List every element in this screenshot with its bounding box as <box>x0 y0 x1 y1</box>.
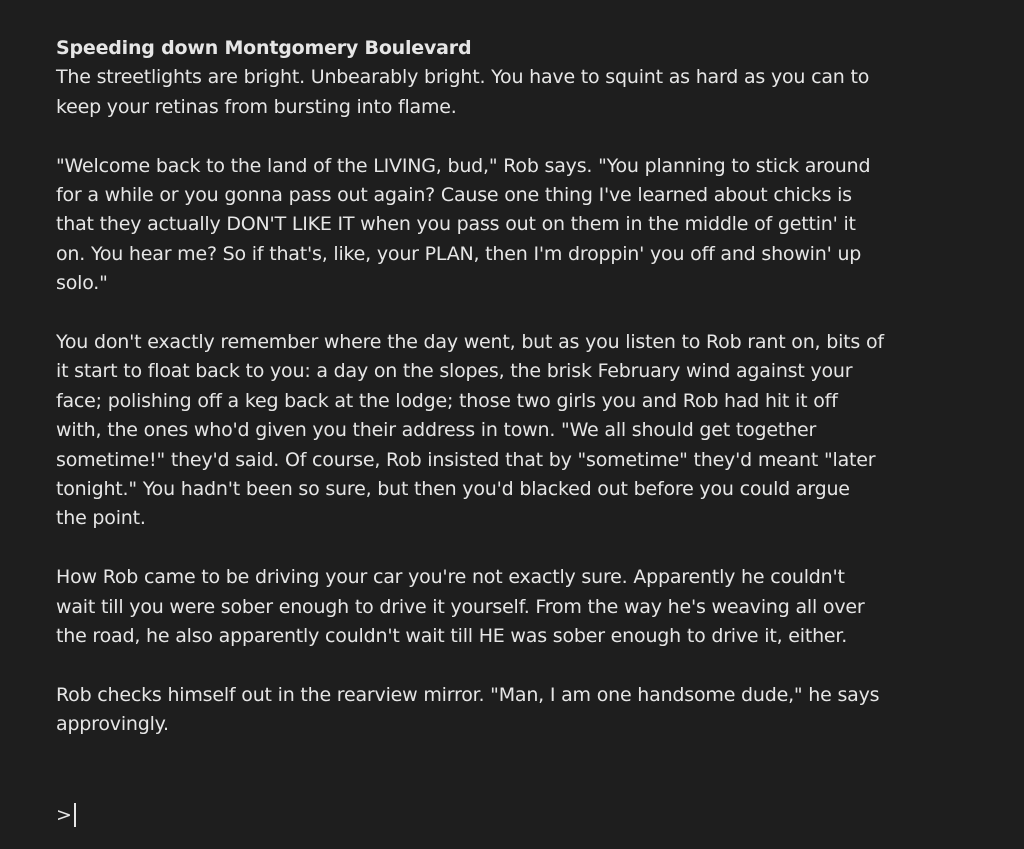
command-input-wrapper[interactable] <box>72 803 876 827</box>
command-prompt[interactable] <box>56 800 876 830</box>
story-output <box>56 34 886 769</box>
story-paragraph: Rob checks himself out in the rearview mirror. "Man, I am one handsome dude," he says approvingly. <box>56 683 880 736</box>
story-paragraph: "Welcome back to the land of the LIVING, bud," Rob says. "You planning to stick around for a while or you gonna pass out again? Cause one thing I've learned about chicks is that they actually DON'T LIKE IT when you pass out on them in the middle of gettin' it on. You hear me? So if that's, like, your PLAN, then I'm droppin' you off and showin' up solo." <box>56 154 871 295</box>
story-paragraph: You don't exactly remember where the day went, but as you listen to Rob rant on, bits of it start to float back to you: a day on the slopes, the brisk February wind against your face; polishing off a keg back at the lodge; those two girls you and Rob had hit it off with, the ones who'd given you their address in town. "We all should get together sometime!" they'd said. Of course, Rob insisted that by "sometime" they'd meant "later tonight." You hadn't been so sure, but then you'd blacked out before you could argue the point. <box>56 331 884 530</box>
location-heading: Speeding down Montgomery Boulevard <box>56 37 472 59</box>
command-input[interactable] <box>76 804 876 826</box>
story-paragraph: The streetlights are bright. Unbearably bright. You have to squint as hard as you can to keep your retinas from bursting into flame. <box>56 66 870 118</box>
prompt-symbol: > <box>56 804 72 826</box>
story-paragraph: How Rob came to be driving your car you're not exactly sure. Apparently he couldn't wait till you were sober enough to drive it yourself. From the way he's weaving all over the road, he also apparently couldn't wait till HE was sober enough to drive it, either. <box>56 566 865 648</box>
